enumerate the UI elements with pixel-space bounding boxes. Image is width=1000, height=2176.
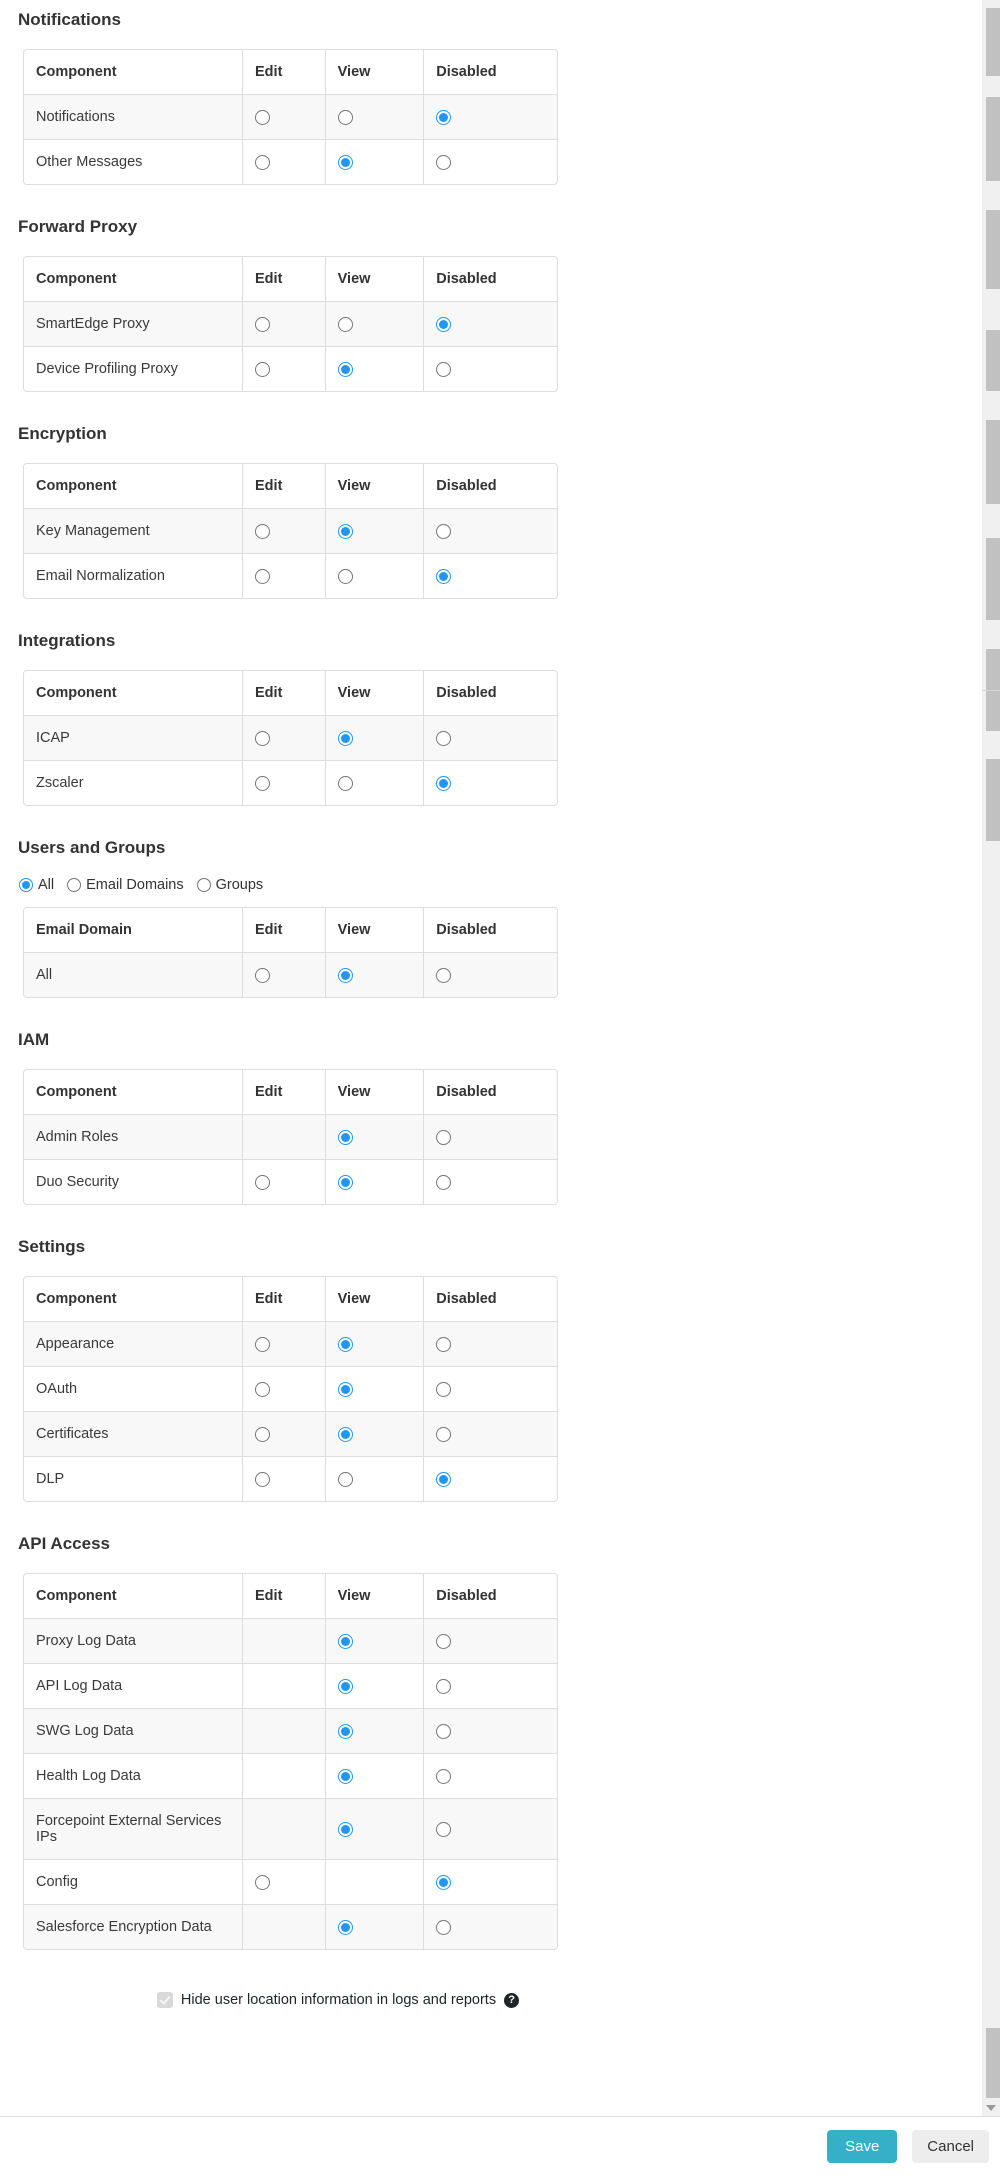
column-header-disabled: Disabled bbox=[424, 671, 557, 716]
table-row bbox=[24, 1412, 557, 1457]
section-title: Integrations bbox=[18, 631, 116, 650]
table-row bbox=[24, 1367, 557, 1412]
radio-device-profiling-proxy-view[interactable] bbox=[338, 362, 353, 377]
section-title: IAM bbox=[18, 1030, 50, 1049]
radio-notifications-disabled[interactable] bbox=[436, 110, 451, 125]
section-title: Encryption bbox=[18, 424, 107, 443]
cell-edit bbox=[243, 1664, 326, 1709]
cell-disabled bbox=[424, 554, 557, 599]
radio-duo-security-edit[interactable] bbox=[255, 1175, 270, 1190]
cell-edit bbox=[243, 95, 326, 140]
cell-view bbox=[325, 1860, 424, 1905]
cell-edit bbox=[243, 761, 326, 806]
cell-edit bbox=[243, 509, 326, 554]
column-header-edit: Edit bbox=[243, 50, 326, 95]
column-header-edit: Edit bbox=[243, 1574, 326, 1619]
column-header-view: View bbox=[325, 1070, 424, 1115]
permissions-table bbox=[23, 49, 558, 185]
section-integrations bbox=[18, 631, 975, 806]
radio-certificates-view[interactable] bbox=[338, 1427, 353, 1442]
component-label: DLP bbox=[24, 1457, 243, 1502]
permissions-table bbox=[23, 907, 558, 998]
cell-edit bbox=[243, 140, 326, 185]
column-header-edit: Edit bbox=[243, 671, 326, 716]
radio-certificates-edit[interactable] bbox=[255, 1427, 270, 1442]
radio-swg-log-data-view[interactable] bbox=[338, 1724, 353, 1739]
component-label: API Log Data bbox=[24, 1664, 243, 1709]
cell-disabled bbox=[424, 1457, 557, 1502]
cell-view bbox=[325, 1754, 424, 1799]
component-label: Other Messages bbox=[24, 140, 243, 185]
radio-email-normalization-view[interactable] bbox=[338, 569, 353, 584]
radio-swg-log-data-disabled[interactable] bbox=[436, 1724, 451, 1739]
table-header-row bbox=[24, 1277, 557, 1322]
cell-edit bbox=[243, 1322, 326, 1367]
component-label: ICAP bbox=[24, 716, 243, 761]
column-header-component: Component bbox=[24, 464, 243, 509]
radio-notifications-view[interactable] bbox=[338, 110, 353, 125]
table-header-row bbox=[24, 671, 557, 716]
component-label: Duo Security bbox=[24, 1160, 243, 1205]
component-label: OAuth bbox=[24, 1367, 243, 1412]
radio-all-disabled[interactable] bbox=[436, 968, 451, 983]
permissions-table bbox=[23, 463, 558, 599]
table-row bbox=[24, 716, 557, 761]
radio-appearance-edit[interactable] bbox=[255, 1337, 270, 1352]
section-api-access bbox=[18, 1534, 975, 1950]
radio-zscaler-edit[interactable] bbox=[255, 776, 270, 791]
radio-appearance-view[interactable] bbox=[338, 1337, 353, 1352]
radio-forcepoint-external-services-ips-view[interactable] bbox=[338, 1822, 353, 1837]
radio-other-messages-disabled[interactable] bbox=[436, 155, 451, 170]
table-row bbox=[24, 1115, 557, 1160]
radio-all-edit[interactable] bbox=[255, 968, 270, 983]
radio-api-log-data-view[interactable] bbox=[338, 1679, 353, 1694]
column-header-component: Component bbox=[24, 1574, 243, 1619]
cell-view bbox=[325, 1367, 424, 1412]
table-header-row bbox=[24, 1574, 557, 1619]
radio-proxy-log-data-view[interactable] bbox=[338, 1634, 353, 1649]
table-row bbox=[24, 1160, 557, 1205]
radio-key-management-edit[interactable] bbox=[255, 524, 270, 539]
column-header-component: Component bbox=[24, 1277, 243, 1322]
cell-edit bbox=[243, 1160, 326, 1205]
column-header-edit: Edit bbox=[243, 908, 326, 953]
cell-view bbox=[325, 716, 424, 761]
component-label: All bbox=[24, 953, 243, 998]
cell-view bbox=[325, 1664, 424, 1709]
table-row bbox=[24, 1799, 557, 1860]
radio-duo-security-disabled[interactable] bbox=[436, 1175, 451, 1190]
radio-email-normalization-edit[interactable] bbox=[255, 569, 270, 584]
component-label: Config bbox=[24, 1860, 243, 1905]
scrollbar-thumb[interactable] bbox=[986, 8, 1000, 76]
cell-edit bbox=[243, 1905, 326, 1950]
column-header-edit: Edit bbox=[243, 464, 326, 509]
cell-view bbox=[325, 1160, 424, 1205]
permission-sections bbox=[18, 10, 975, 1950]
table-header-row bbox=[24, 908, 557, 953]
radio-all-view[interactable] bbox=[338, 968, 353, 983]
radio-oauth-view[interactable] bbox=[338, 1382, 353, 1397]
cell-disabled bbox=[424, 1322, 557, 1367]
component-label: Email Normalization bbox=[24, 554, 243, 599]
scrollbar-thumb[interactable] bbox=[986, 2028, 1000, 2098]
cell-disabled bbox=[424, 302, 557, 347]
radio-health-log-data-disabled[interactable] bbox=[436, 1769, 451, 1784]
column-header-disabled: Disabled bbox=[424, 464, 557, 509]
cell-view bbox=[325, 761, 424, 806]
table-row bbox=[24, 953, 557, 998]
component-label: Certificates bbox=[24, 1412, 243, 1457]
table-row bbox=[24, 95, 557, 140]
table-row bbox=[24, 554, 557, 599]
column-header-component: Email Domain bbox=[24, 908, 243, 953]
permissions-table bbox=[23, 1276, 558, 1502]
column-header-disabled: Disabled bbox=[424, 50, 557, 95]
column-header-view: View bbox=[325, 1574, 424, 1619]
table-row bbox=[24, 347, 557, 392]
cell-disabled bbox=[424, 761, 557, 806]
column-header-view: View bbox=[325, 671, 424, 716]
save-button[interactable]: Save bbox=[827, 2130, 897, 2163]
section-title: Settings bbox=[18, 1237, 86, 1256]
column-header-component: Component bbox=[24, 50, 243, 95]
permissions-table bbox=[23, 1573, 558, 1950]
column-header-disabled: Disabled bbox=[424, 908, 557, 953]
radio-notifications-edit[interactable] bbox=[255, 110, 270, 125]
cell-edit bbox=[243, 1754, 326, 1799]
column-header-view: View bbox=[325, 257, 424, 302]
cell-view bbox=[325, 1905, 424, 1950]
section-title: Forward Proxy bbox=[18, 217, 138, 236]
permissions-table bbox=[23, 1069, 558, 1205]
radio-device-profiling-proxy-disabled[interactable] bbox=[436, 362, 451, 377]
table-row bbox=[24, 1709, 557, 1754]
section-users-and-groups bbox=[18, 838, 975, 998]
radio-admin-roles-disabled[interactable] bbox=[436, 1130, 451, 1145]
cell-disabled bbox=[424, 347, 557, 392]
radio-config-disabled[interactable] bbox=[436, 1875, 451, 1890]
scrollbar-thumb[interactable] bbox=[986, 210, 1000, 289]
radio-key-management-view[interactable] bbox=[338, 524, 353, 539]
cell-disabled bbox=[424, 1160, 557, 1205]
radio-forcepoint-external-services-ips-disabled[interactable] bbox=[436, 1822, 451, 1837]
cell-edit bbox=[243, 716, 326, 761]
radio-oauth-disabled[interactable] bbox=[436, 1382, 451, 1397]
cell-disabled bbox=[424, 95, 557, 140]
component-label: Admin Roles bbox=[24, 1115, 243, 1160]
table-header-row bbox=[24, 464, 557, 509]
section-title: Users and Groups bbox=[18, 838, 166, 857]
scope-option-label: Groups bbox=[215, 877, 264, 893]
cell-view bbox=[325, 554, 424, 599]
radio-zscaler-disabled[interactable] bbox=[436, 776, 451, 791]
column-header-disabled: Disabled bbox=[424, 1574, 557, 1619]
radio-admin-roles-view[interactable] bbox=[338, 1130, 353, 1145]
scope-option-groups[interactable] bbox=[197, 877, 264, 893]
radio-device-profiling-proxy-edit[interactable] bbox=[255, 362, 270, 377]
column-header-disabled: Disabled bbox=[424, 1277, 557, 1322]
cell-view bbox=[325, 1799, 424, 1860]
cell-disabled bbox=[424, 1860, 557, 1905]
radio-icap-disabled[interactable] bbox=[436, 731, 451, 746]
cell-disabled bbox=[424, 1709, 557, 1754]
radio-api-log-data-disabled[interactable] bbox=[436, 1679, 451, 1694]
cell-disabled bbox=[424, 1115, 557, 1160]
cell-view bbox=[325, 1115, 424, 1160]
scope-radio-all[interactable] bbox=[19, 878, 33, 892]
cell-view bbox=[325, 1412, 424, 1457]
cell-edit bbox=[243, 1619, 326, 1664]
table-header-row bbox=[24, 50, 557, 95]
component-label: Appearance bbox=[24, 1322, 243, 1367]
cell-disabled bbox=[424, 509, 557, 554]
scrollbar-seam bbox=[982, 690, 1000, 691]
cell-view bbox=[325, 140, 424, 185]
hide-location-checkbox[interactable] bbox=[157, 1992, 173, 2008]
radio-icap-edit[interactable] bbox=[255, 731, 270, 746]
cell-edit bbox=[243, 1457, 326, 1502]
radio-salesforce-encryption-data-view[interactable] bbox=[338, 1920, 353, 1935]
table-row bbox=[24, 509, 557, 554]
section-encryption bbox=[18, 424, 975, 599]
table-row bbox=[24, 140, 557, 185]
hide-location-label: Hide user location information in logs and reports bbox=[180, 1992, 497, 2008]
table-header-row bbox=[24, 1070, 557, 1115]
radio-icap-view[interactable] bbox=[338, 731, 353, 746]
radio-smartedge-proxy-view[interactable] bbox=[338, 317, 353, 332]
cell-edit bbox=[243, 347, 326, 392]
permissions-table bbox=[23, 256, 558, 392]
cell-edit bbox=[243, 953, 326, 998]
radio-config-edit[interactable] bbox=[255, 1875, 270, 1890]
cell-view bbox=[325, 953, 424, 998]
table-row bbox=[24, 1860, 557, 1905]
column-header-component: Component bbox=[24, 1070, 243, 1115]
cell-disabled bbox=[424, 716, 557, 761]
radio-dlp-view[interactable] bbox=[338, 1472, 353, 1487]
radio-oauth-edit[interactable] bbox=[255, 1382, 270, 1397]
component-label: SmartEdge Proxy bbox=[24, 302, 243, 347]
scrollbar-thumb[interactable] bbox=[986, 330, 1000, 391]
radio-other-messages-edit[interactable] bbox=[255, 155, 270, 170]
column-header-view: View bbox=[325, 50, 424, 95]
table-row bbox=[24, 1619, 557, 1664]
cell-disabled bbox=[424, 1664, 557, 1709]
component-label: Key Management bbox=[24, 509, 243, 554]
radio-email-normalization-disabled[interactable] bbox=[436, 569, 451, 584]
cell-view bbox=[325, 302, 424, 347]
column-header-view: View bbox=[325, 464, 424, 509]
column-header-edit: Edit bbox=[243, 1070, 326, 1115]
column-header-disabled: Disabled bbox=[424, 257, 557, 302]
permissions-table bbox=[23, 670, 558, 806]
cell-edit bbox=[243, 1115, 326, 1160]
scrollbar-thumb[interactable] bbox=[986, 420, 1000, 504]
scrollbar-thumb[interactable] bbox=[986, 538, 1000, 620]
cell-edit bbox=[243, 1412, 326, 1457]
radio-zscaler-view[interactable] bbox=[338, 776, 353, 791]
radio-salesforce-encryption-data-disabled[interactable] bbox=[436, 1920, 451, 1935]
scrollbar-down-arrow-icon[interactable] bbox=[986, 2105, 996, 2111]
question-circle-icon[interactable]: ? bbox=[504, 1993, 519, 2008]
scrollbar-thumb[interactable] bbox=[986, 759, 1000, 841]
radio-smartedge-proxy-edit[interactable] bbox=[255, 317, 270, 332]
section-title: Notifications bbox=[18, 10, 121, 29]
component-label: Notifications bbox=[24, 95, 243, 140]
radio-other-messages-view[interactable] bbox=[338, 155, 353, 170]
scrollbar-thumb[interactable] bbox=[986, 97, 1000, 181]
radio-certificates-disabled[interactable] bbox=[436, 1427, 451, 1442]
cell-edit bbox=[243, 554, 326, 599]
table-row bbox=[24, 761, 557, 806]
cell-disabled bbox=[424, 1799, 557, 1860]
component-label: Proxy Log Data bbox=[24, 1619, 243, 1664]
scope-radio-email-domains[interactable] bbox=[67, 878, 81, 892]
column-header-edit: Edit bbox=[243, 257, 326, 302]
column-header-component: Component bbox=[24, 257, 243, 302]
radio-smartedge-proxy-disabled[interactable] bbox=[436, 317, 451, 332]
cell-disabled bbox=[424, 1754, 557, 1799]
cell-view bbox=[325, 509, 424, 554]
cell-view bbox=[325, 1457, 424, 1502]
component-label: Forcepoint External Services IPs bbox=[24, 1799, 243, 1860]
column-header-edit: Edit bbox=[243, 1277, 326, 1322]
cell-view bbox=[325, 1619, 424, 1664]
cell-edit bbox=[243, 1860, 326, 1905]
radio-appearance-disabled[interactable] bbox=[436, 1337, 451, 1352]
cell-disabled bbox=[424, 1412, 557, 1457]
cell-view bbox=[325, 347, 424, 392]
scrollbar-track[interactable] bbox=[982, 0, 1000, 2116]
column-header-view: View bbox=[325, 908, 424, 953]
section-settings bbox=[18, 1237, 975, 1502]
table-row bbox=[24, 302, 557, 347]
table-row bbox=[24, 1754, 557, 1799]
cell-view bbox=[325, 95, 424, 140]
radio-duo-security-view[interactable] bbox=[338, 1175, 353, 1190]
component-label: Zscaler bbox=[24, 761, 243, 806]
cell-disabled bbox=[424, 140, 557, 185]
component-label: Device Profiling Proxy bbox=[24, 347, 243, 392]
action-bar bbox=[0, 2116, 1000, 2176]
cell-disabled bbox=[424, 1619, 557, 1664]
component-label: SWG Log Data bbox=[24, 1709, 243, 1754]
cell-edit bbox=[243, 1367, 326, 1412]
scope-option-all[interactable] bbox=[19, 877, 54, 893]
component-label: Health Log Data bbox=[24, 1754, 243, 1799]
table-row bbox=[24, 1905, 557, 1950]
cell-view bbox=[325, 1709, 424, 1754]
section-iam bbox=[18, 1030, 975, 1205]
section-notifications bbox=[18, 10, 975, 185]
scope-option-email-domains[interactable] bbox=[67, 877, 184, 893]
table-row bbox=[24, 1664, 557, 1709]
radio-health-log-data-view[interactable] bbox=[338, 1769, 353, 1784]
cell-edit bbox=[243, 1709, 326, 1754]
hide-location-row bbox=[18, 1992, 658, 2008]
scope-radio-groups[interactable] bbox=[197, 878, 211, 892]
radio-key-management-disabled[interactable] bbox=[436, 524, 451, 539]
section-title: API Access bbox=[18, 1534, 110, 1553]
table-row bbox=[24, 1457, 557, 1502]
cancel-button[interactable]: Cancel bbox=[912, 2130, 989, 2163]
table-header-row bbox=[24, 257, 557, 302]
cell-disabled bbox=[424, 1905, 557, 1950]
component-label: Salesforce Encryption Data bbox=[24, 1905, 243, 1950]
section-forward-proxy bbox=[18, 217, 975, 392]
column-header-component: Component bbox=[24, 671, 243, 716]
scope-option-label: Email Domains bbox=[86, 877, 184, 893]
cell-view bbox=[325, 1322, 424, 1367]
column-header-view: View bbox=[325, 1277, 424, 1322]
radio-dlp-disabled[interactable] bbox=[436, 1472, 451, 1487]
cell-edit bbox=[243, 302, 326, 347]
table-row bbox=[24, 1322, 557, 1367]
cell-disabled bbox=[424, 1367, 557, 1412]
column-header-disabled: Disabled bbox=[424, 1070, 557, 1115]
radio-dlp-edit[interactable] bbox=[255, 1472, 270, 1487]
scope-selector bbox=[19, 877, 975, 893]
radio-proxy-log-data-disabled[interactable] bbox=[436, 1634, 451, 1649]
cell-edit bbox=[243, 1799, 326, 1860]
scope-option-label: All bbox=[38, 877, 55, 893]
cell-disabled bbox=[424, 953, 557, 998]
